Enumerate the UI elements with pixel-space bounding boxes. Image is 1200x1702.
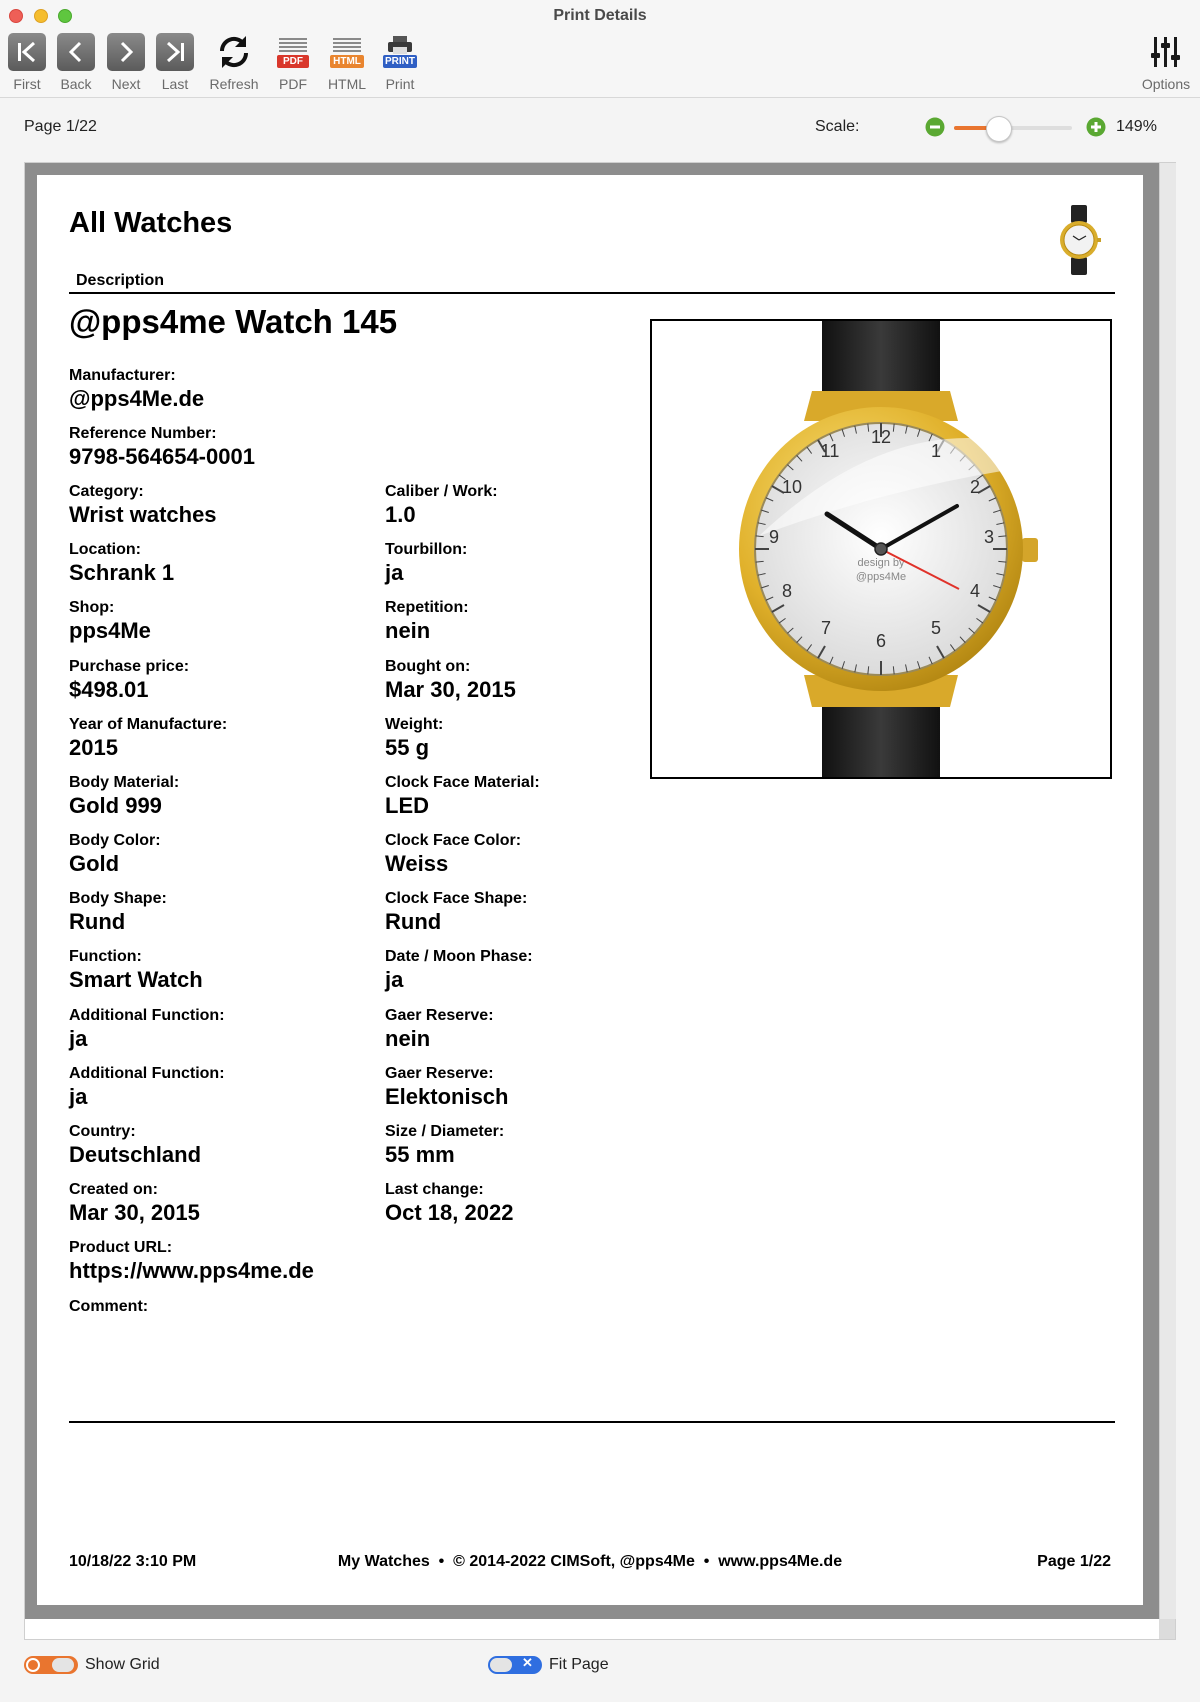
field-label: Additional Function: [69, 1065, 225, 1082]
field-label: Additional Function: [69, 1007, 225, 1024]
field [69, 366, 204, 411]
toggle-knob [52, 1658, 74, 1672]
field-label: Year of Manufacture: [69, 716, 228, 733]
field-label: Repetition: [385, 599, 469, 616]
field-label: Tourbillon: [385, 541, 468, 558]
watch-face-text-2: @pps4Me [855, 571, 907, 583]
field-label: Clock Face Shape: [385, 890, 528, 907]
print-label: Print [385, 76, 415, 92]
close-x-icon: ✕ [522, 1655, 533, 1670]
field-label: Reference Number: [69, 425, 217, 442]
svg-text:6: 6 [875, 631, 887, 651]
field-value: Gold [69, 851, 120, 876]
field-label: Location: [69, 541, 141, 558]
field [385, 1122, 504, 1167]
field-value: ja [385, 967, 404, 992]
show-grid-label: Show Grid [85, 1656, 160, 1673]
preview-frame [25, 163, 1159, 1619]
options-label: Options [1141, 76, 1191, 92]
svg-text:8: 8 [781, 581, 793, 601]
fit-page-label: Fit Page [549, 1656, 609, 1673]
sliders-icon [1146, 32, 1186, 72]
field [69, 715, 227, 760]
last-label: Last [161, 76, 189, 92]
field-label: Gaer Reserve: [385, 1007, 494, 1024]
field-value: Wrist watches [69, 502, 217, 527]
field [69, 657, 189, 702]
field [69, 947, 203, 992]
field-value: Oct 18, 2022 [385, 1200, 514, 1225]
watch-thumbnail [1057, 205, 1101, 280]
first-button[interactable] [0, 32, 54, 92]
pdf-icon [273, 32, 313, 72]
chevron-left-icon [57, 33, 95, 71]
field-label: Last change: [385, 1181, 484, 1198]
footer-page: Page 1/22 [1037, 1553, 1111, 1570]
refresh-label: Refresh [209, 76, 259, 92]
toggle-knob [490, 1658, 512, 1672]
field-label: Category: [69, 483, 144, 500]
refresh-icon [214, 32, 254, 72]
field [69, 424, 255, 469]
footer-date: 10/18/22 3:10 PM [69, 1553, 197, 1570]
field-value: ja [69, 1084, 88, 1109]
field-label: Body Color: [69, 832, 161, 849]
field [69, 1006, 225, 1051]
zoom-in-button[interactable] [1086, 117, 1106, 142]
next-button[interactable] [99, 32, 153, 92]
field-value: 1.0 [385, 502, 416, 527]
first-label: First [13, 76, 41, 92]
window-title: Print Details [553, 7, 647, 24]
field [385, 831, 521, 876]
field-label: Body Material: [69, 774, 180, 791]
field-label: Function: [69, 948, 142, 965]
last-button[interactable] [148, 32, 202, 92]
scale-slider[interactable] [954, 119, 1072, 137]
field-value: Rund [385, 909, 442, 934]
field-value: LED [385, 793, 429, 818]
field-label: Manufacturer: [69, 367, 176, 384]
zoom-value: 149% [1116, 118, 1157, 135]
item-title: @pps4me Watch 145 [69, 303, 398, 340]
field-label: Purchase price: [69, 658, 190, 675]
back-button[interactable] [49, 32, 103, 92]
field [385, 889, 527, 934]
scale-label: Scale: [815, 118, 860, 135]
svg-text:9: 9 [768, 527, 780, 547]
field-value: Mar 30, 2015 [385, 677, 516, 702]
svg-text:11: 11 [820, 441, 840, 461]
field [385, 715, 443, 760]
svg-text:5: 5 [930, 618, 942, 638]
print-preview [24, 162, 1176, 1640]
field-value: 55 g [385, 735, 430, 760]
pdf-badge: PDF [277, 55, 309, 68]
document-title: All Watches [69, 207, 233, 239]
field-value: Mar 30, 2015 [69, 1200, 200, 1225]
field-value: Rund [69, 909, 126, 934]
field-label: Bought on: [385, 658, 471, 675]
field-value: 2015 [69, 735, 118, 760]
field-label: Size / Diameter: [385, 1123, 505, 1140]
svg-text:3: 3 [983, 527, 995, 547]
svg-text:4: 4 [969, 581, 981, 601]
field [69, 889, 167, 934]
toolbar [0, 0, 1200, 98]
field-value: Gold 999 [69, 793, 162, 818]
field-value: ja [69, 1026, 88, 1051]
field-value: Weiss [385, 851, 449, 876]
chevron-right-icon [107, 33, 145, 71]
options-button[interactable] [1136, 32, 1196, 92]
watch-photo [650, 319, 1112, 779]
vertical-scrollbar[interactable] [1159, 163, 1176, 1619]
field-label: Shop: [69, 599, 115, 616]
svg-text:2: 2 [969, 477, 981, 497]
field-value: ja [385, 560, 404, 585]
section-label: Description [76, 272, 165, 289]
toggle-off-icon [26, 1658, 40, 1672]
paper-page [37, 175, 1143, 1605]
field-label: Weight: [385, 716, 444, 733]
field-value: Deutschland [69, 1142, 202, 1167]
back-label: Back [60, 76, 92, 92]
footer-center: My Watches • © 2014-2022 CIMSoft, @pps4Me • www.pps4Me.de [337, 1553, 843, 1570]
field-label: Comment: [69, 1298, 149, 1315]
field [385, 1180, 513, 1225]
header-rule [69, 292, 1115, 294]
field [69, 1297, 148, 1317]
printer-icon [380, 32, 420, 72]
field-value: Schrank 1 [69, 560, 175, 585]
field [385, 947, 533, 992]
svg-text:10: 10 [781, 477, 803, 497]
field-label: Clock Face Color: [385, 832, 522, 849]
field [69, 1064, 225, 1109]
field [69, 598, 151, 643]
page-indicator: Page 1/22 [24, 118, 97, 135]
refresh-button[interactable] [207, 32, 261, 92]
field-label: Created on: [69, 1181, 158, 1198]
field-label: Body Shape: [69, 890, 167, 907]
minus-circle-icon [925, 117, 945, 137]
field-value: @pps4Me.de [69, 386, 205, 411]
watch-face-text-1: design by [857, 557, 905, 569]
field-label: Product URL: [69, 1239, 173, 1256]
field [69, 482, 217, 527]
plus-circle-icon [1086, 117, 1106, 137]
field-label: Date / Moon Phase: [385, 948, 533, 965]
first-page-icon [8, 33, 46, 71]
field-value: pps4Me [69, 618, 151, 643]
html-button[interactable] [320, 32, 374, 92]
field [385, 1006, 494, 1051]
show-grid-toggle[interactable] [24, 1656, 78, 1674]
svg-text:7: 7 [820, 618, 832, 638]
field [69, 1238, 314, 1283]
field-label: Caliber / Work: [385, 483, 498, 500]
field [69, 540, 174, 585]
print-badge: PRINT [385, 56, 415, 67]
field-value: nein [385, 618, 431, 643]
field [69, 831, 161, 876]
field-value: 55 mm [385, 1142, 455, 1167]
field-label: Country: [69, 1123, 136, 1140]
pdf-label: PDF [279, 76, 307, 92]
field-label: Gaer Reserve: [385, 1065, 494, 1082]
scroll-corner [1159, 1619, 1175, 1639]
field [385, 657, 516, 702]
html-label: HTML [327, 76, 367, 92]
field [69, 1122, 201, 1167]
field-value: Elektonisch [385, 1084, 509, 1109]
field-value: $498.01 [69, 677, 149, 702]
field-value: nein [385, 1026, 431, 1051]
field [385, 540, 467, 585]
svg-text:1: 1 [930, 441, 942, 461]
field-value: Smart Watch [69, 967, 203, 992]
pdf-button[interactable] [266, 32, 320, 92]
zoom-out-button[interactable] [925, 117, 945, 142]
field [385, 773, 540, 818]
field [69, 1180, 200, 1225]
field-label: Clock Face Material: [385, 774, 540, 791]
last-page-icon [156, 33, 194, 71]
next-label: Next [111, 76, 141, 92]
field [69, 773, 179, 818]
field [385, 598, 469, 643]
fit-page-toggle[interactable] [488, 1656, 542, 1674]
html-badge: HTML [330, 55, 364, 68]
field-value: https://www.pps4me.de [69, 1258, 314, 1283]
field [385, 482, 498, 527]
slider-knob[interactable] [986, 116, 1012, 142]
footer-rule [69, 1421, 1115, 1423]
field [385, 1064, 508, 1109]
html-icon [327, 32, 367, 72]
field-value: 9798-564654-0001 [69, 444, 255, 469]
print-button[interactable] [373, 32, 427, 92]
svg-text:12: 12 [870, 427, 892, 447]
